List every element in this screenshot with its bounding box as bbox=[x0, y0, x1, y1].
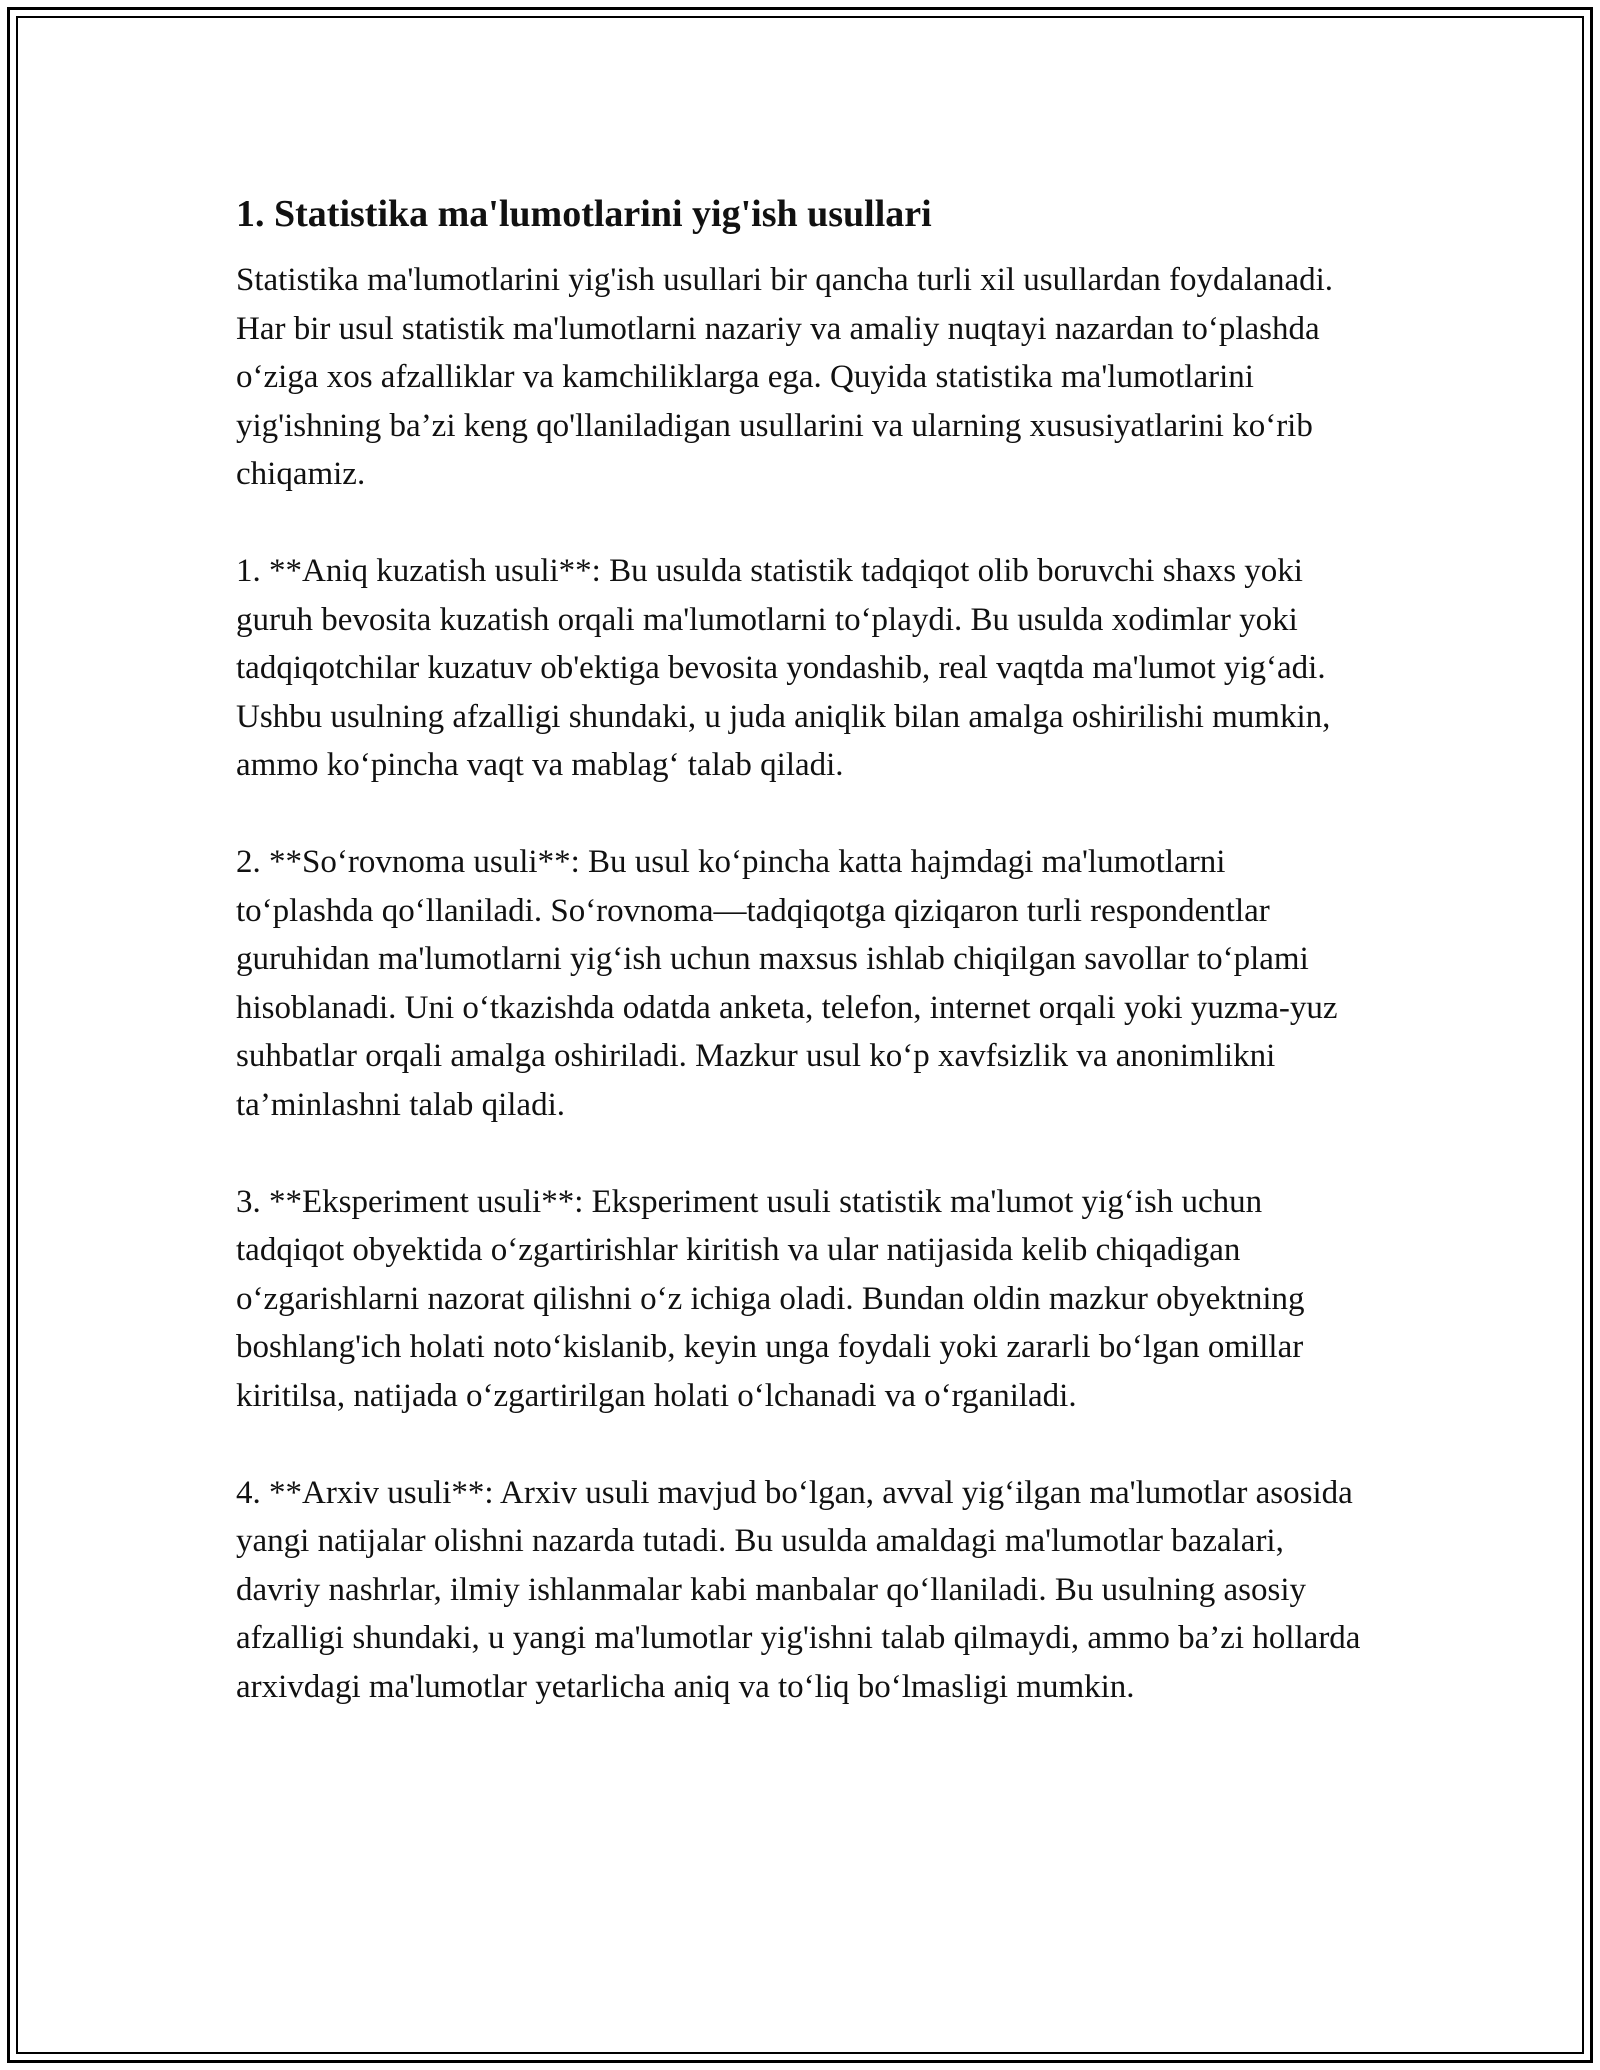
method-survey-paragraph: 2. **So‘rovnoma usuli**: Bu usul ko‘pincha katta hajmdagi ma'lumotlarni to‘plashda qo‘llaniladi. So‘rovnoma—tadqiqotga qiziqaron turli respondentlar guruhidan ma'lumotlarni yig‘ish uchun maxsus ishlab chiqilgan savollar to‘plami hisoblanadi. Uni o‘tkazishda odatda anketa, telefon, internet orqali yoki yuzma-yuz suhbatlar orqali amalga oshiriladi. Mazkur usul ko‘p xavfsizlik va anonimlikni ta’minlashni talab qiladi. bbox=[236, 844, 1338, 1123]
document-body bbox=[236, 190, 1366, 1760]
document-title: 1. Statistika ma'lumotlarini yig'ish usullari bbox=[236, 193, 932, 235]
method-observation-paragraph: 1. **Aniq kuzatish usuli**: Bu usulda statistik tadqiqot olib boruvchi shaxs yoki guruh bevosita kuzatish orqali ma'lumotlarni to‘playdi. Bu usulda xodimlar yoki tadqiqotchilar kuzatuv ob'ektiga bevosita yondashib, real vaqtda ma'lumot yig‘adi. Ushbu usulning afzalligi shundaki, u juda aniqlik bilan amalga oshirilishi mumkin, ammo ko‘pincha vaqt va mablag‘ talab qiladi. bbox=[236, 553, 1331, 783]
method-archive-paragraph: 4. **Arxiv usuli**: Arxiv usuli mavjud bo‘lgan, avval yig‘ilgan ma'lumotlar asosida yangi natijalar olishni nazarda tutadi. Bu usulda amaldagi ma'lumotlar bazalari, davriy nashrlar, ilmiy ishlanmalar kabi manbalar qo‘llaniladi. Bu usulning asosiy afzalligi shundaki, u yangi ma'lumotlar yig'ishni talab qilmaydi, ammo ba’zi hollarda arxivdagi ma'lumotlar yetarlicha aniq va to‘liq bo‘lmasligi mumkin. bbox=[236, 1474, 1361, 1705]
intro-paragraph: Statistika ma'lumotlarini yig'ish usullari bir qancha turli xil usullardan foydalanadi. Har bir usul statistik ma'lumotlarni nazariy va amaliy nuqtayi nazardan to‘plashda o‘ziga xos afzalliklar va kamchiliklarga ega. Quyida statistika ma'lumotlarini yig'ishning ba’zi keng qo'llaniladigan usullarini va ularning xususiyatlarini ko‘rib chiqamiz. bbox=[236, 262, 1334, 492]
method-experiment-paragraph: 3. **Eksperiment usuli**: Eksperiment usuli statistik ma'lumot yig‘ish uchun tadqiqot obyektida o‘zgartirishlar kiritish va ular natijasida kelib chiqadigan o‘zgarishlarni nazorat qilishni o‘z ichiga oladi. Bundan oldin mazkur obyektning boshlang'ich holati noto‘kislanib, keyin unga foydali yoki zararli bo‘lgan omillar kiritilsa, natijada o‘zgartirilgan holati o‘lchanadi va o‘rganiladi. bbox=[236, 1183, 1305, 1414]
